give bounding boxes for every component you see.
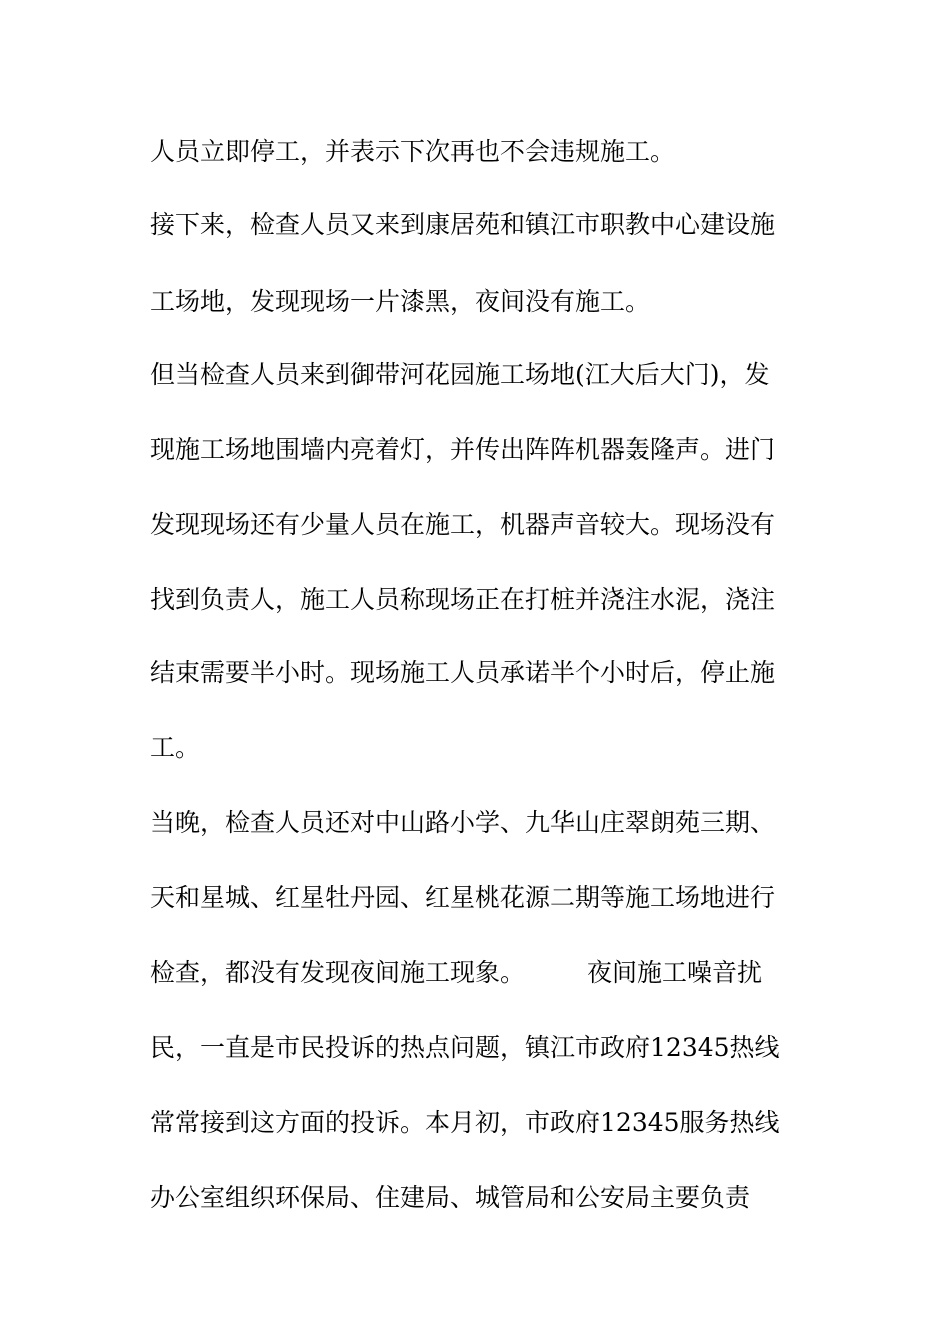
- text-line: 工。: [150, 733, 201, 762]
- text-line: 天和星城、红星牡丹园、红星桃花源二期等施工场地进行: [150, 883, 776, 912]
- text-line: 人员立即停工，并表示下次再也不会违规施工。: [150, 137, 676, 166]
- text-segment: 夜间施工噪音扰: [587, 958, 763, 987]
- text-line: 工场地，发现现场一片漆黑，夜间没有施工。: [150, 287, 651, 316]
- text-line: 发现现场还有少量人员在施工，机器声音较大。现场没有: [150, 510, 776, 539]
- text-line: 当晚，检查人员还对中山路小学、九华山庄翠朗苑三期、: [150, 808, 776, 837]
- text-line: 找到负责人，施工人员称现场正在打桩并浇注水泥，浇注: [150, 585, 776, 614]
- text-line-with-gap: [150, 955, 810, 991]
- text-line: 民，一直是市民投诉的热点问题，镇江市政府12345热线: [150, 1033, 780, 1062]
- text-line: 结束需要半小时。现场施工人员承诺半个小时后，停止施: [150, 658, 776, 687]
- text-line: 现施工场地围墙内亮着灯，并传出阵阵机器轰隆声。进门: [150, 435, 776, 464]
- text-line: 接下来，检查人员又来到康居苑和镇江市职教中心建设施: [150, 210, 776, 239]
- text-line: 但当检查人员来到御带河花园施工场地(江大后大门)，发: [150, 360, 770, 389]
- text-line: 办公室组织环保局、住建局、城管局和公安局主要负责: [150, 1183, 751, 1212]
- text-line: 常常接到这方面的投诉。本月初，市政府12345服务热线: [150, 1108, 780, 1137]
- text-segment: 检查，都没有发现夜间施工现象。: [150, 958, 526, 987]
